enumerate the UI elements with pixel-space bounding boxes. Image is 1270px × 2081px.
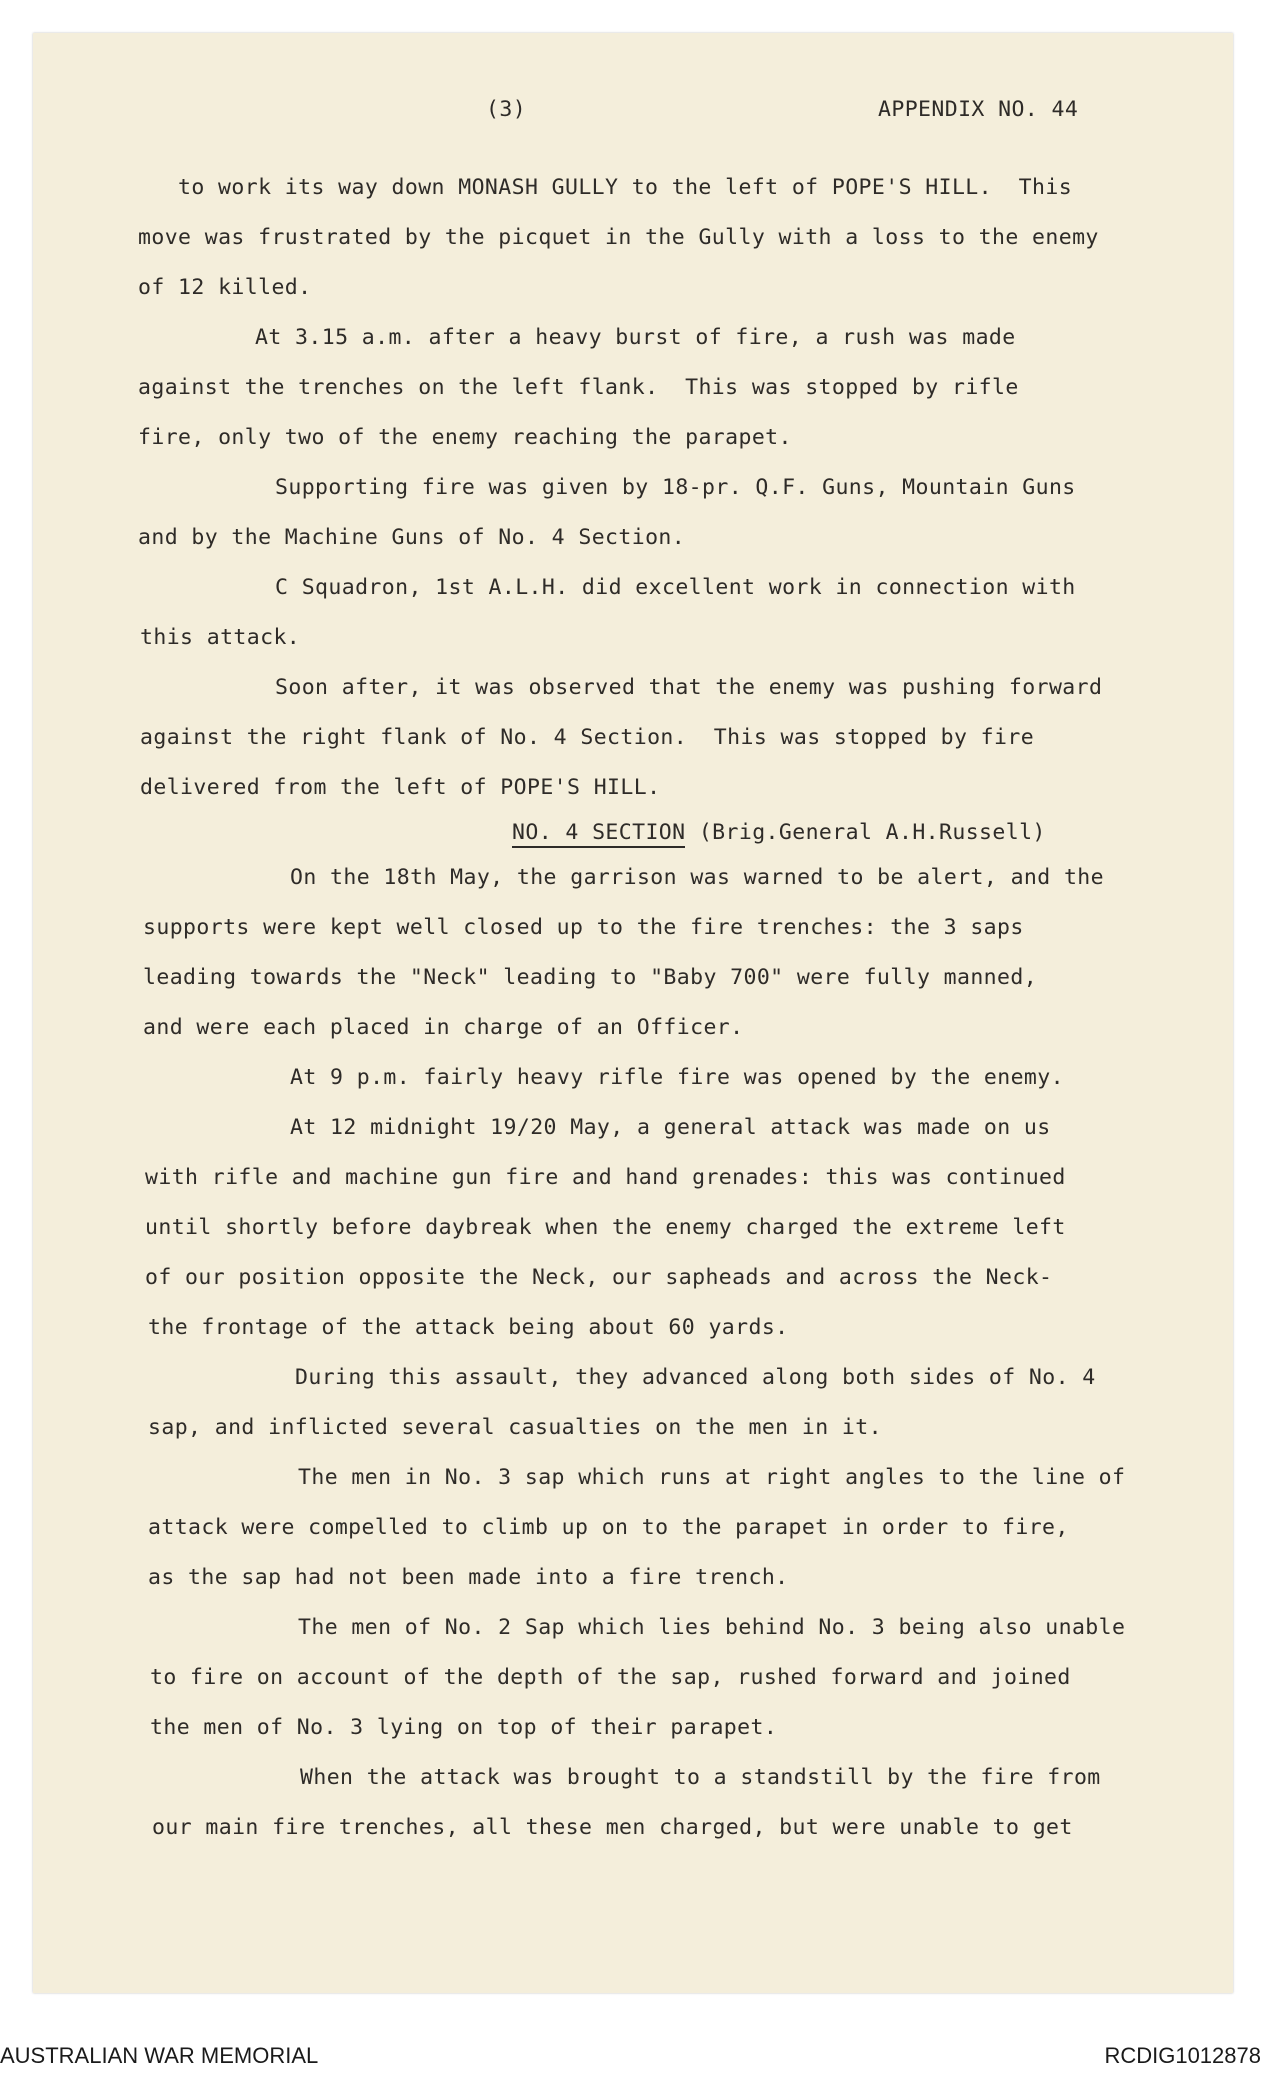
text-line: of our position opposite the Neck, our sapheads and across the Neck- (145, 1265, 1053, 1290)
text-line: move was frustrated by the picquet in the Gully with a loss to the enemy (138, 225, 1099, 250)
text-line: At 12 midnight 19/20 May, a general attack was made on us (290, 1115, 1051, 1140)
text-line: supports were kept well closed up to the fire trenches: the 3 saps (143, 915, 1024, 940)
section-heading (512, 820, 1046, 845)
text-line: leading towards the "Neck" leading to "Baby 700" were fully manned, (143, 965, 1038, 990)
text-line: to work its way down MONASH GULLY to the left of POPE'S HILL. This (178, 175, 1073, 200)
text-line: attack were compelled to climb up on to the parapet in order to fire, (148, 1515, 1069, 1540)
text-line: C Squadron, 1st A.L.H. did excellent work in connection with (275, 575, 1076, 600)
text-line: this attack. (140, 625, 301, 650)
text-line: to fire on account of the depth of the sap, rushed forward and joined (150, 1665, 1071, 1690)
footer-id: RCDIG1012878 (1104, 2043, 1261, 2068)
footer-source: AUSTRALIAN WAR MEMORIAL (0, 2043, 319, 2068)
text-line: delivered from the left of POPE'S HILL. (140, 775, 661, 800)
text-line: as the sap had not been made into a fire trench. (148, 1565, 789, 1590)
appendix-label: APPENDIX NO. 44 (878, 97, 1079, 122)
text-line: against the trenches on the left flank. This was stopped by rifle (138, 375, 1019, 400)
text-line: sap, and inflicted several casualties on the men in it. (148, 1415, 882, 1440)
text-line: the men of No. 3 lying on top of their parapet. (150, 1715, 778, 1740)
text-line: Supporting fire was given by 18-pr. Q.F. Guns, Mountain Guns (275, 475, 1076, 500)
section-heading-subtitle: (Brig.General A.H.Russell) (685, 820, 1046, 845)
text-line: The men of No. 2 Sap which lies behind No. 3 being also unable (298, 1615, 1126, 1640)
text-line: the frontage of the attack being about 60 yards. (148, 1315, 789, 1340)
page-number: (3) (486, 97, 527, 122)
text-line: our main fire trenches, all these men charged, but were unable to get (152, 1815, 1073, 1840)
text-line: and were each placed in charge of an Officer. (143, 1015, 744, 1040)
text-line: Soon after, it was observed that the enemy was pushing forward (275, 675, 1103, 700)
section-heading-title: NO. 4 SECTION (512, 820, 685, 848)
text-line: and by the Machine Guns of No. 4 Section. (138, 525, 686, 550)
text-line: until shortly before daybreak when the enemy charged the extreme left (145, 1215, 1066, 1240)
text-line: The men in No. 3 sap which runs at right angles to the line of (298, 1465, 1126, 1490)
text-line: of 12 killed. (138, 275, 312, 300)
text-line: At 9 p.m. fairly heavy rifle fire was opened by the enemy. (290, 1065, 1064, 1090)
text-line: against the right flank of No. 4 Section. This was stopped by fire (140, 725, 1035, 750)
text-line: During this assault, they advanced along both sides of No. 4 (295, 1365, 1096, 1390)
text-line: fire, only two of the enemy reaching the parapet. (138, 425, 792, 450)
text-line: When the attack was brought to a standstill by the fire from (300, 1765, 1101, 1790)
text-line: On the 18th May, the garrison was warned to be alert, and the (290, 865, 1104, 890)
text-line: with rifle and machine gun fire and hand grenades: this was continued (145, 1165, 1066, 1190)
text-line: At 3.15 a.m. after a heavy burst of fire, a rush was made (255, 325, 1016, 350)
